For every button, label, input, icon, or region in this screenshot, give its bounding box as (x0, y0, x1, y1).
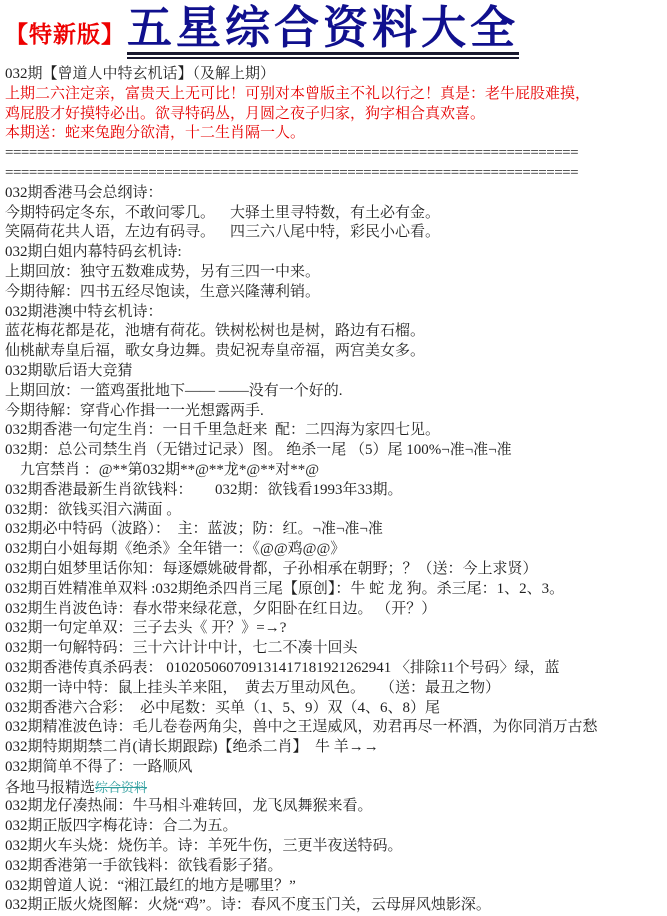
text-segment: 032期一句定单双：三子去头《 开？》=→? (5, 620, 287, 637)
info-line (5, 580, 667, 600)
text-segment: 032期香港第一手欲钱料：欲钱看影子猪。 (5, 857, 283, 874)
text-segment: 032期正版火烧图解：火烧“鸡”。诗：春风不度玉门关，云母屏风烛影深。 (5, 897, 491, 914)
info-line (5, 560, 667, 580)
info-line (5, 461, 667, 481)
text-segment: 仙桃献寿皇后福，歌女身边舞。贵妃祝寿皇帝福，两宫美女多。 (5, 343, 426, 360)
info-line (5, 718, 667, 738)
info-line (5, 896, 667, 916)
info-line (5, 619, 667, 639)
text-segment: ======================================================================== (5, 164, 579, 181)
text-segment: 九宫禁肖 ：@**第032期**@**龙*@**对**@ (5, 461, 320, 478)
text-segment: 综合资料 (95, 779, 148, 795)
info-line (5, 877, 667, 897)
text-segment: 032期港澳中特玄机诗： (5, 303, 163, 320)
text-segment: 032期精准波色诗：毛儿卷卷两角尖，兽中之王逞威风，劝君再尽一杯酒，为你同消万古愁 (5, 719, 598, 736)
separator-line (5, 164, 667, 184)
text-segment: 032期：总公司禁生肖（无错过记录）图。 绝杀一尾 （5）尾 100%¬准¬准¬准 (5, 442, 512, 459)
info-line (5, 837, 667, 857)
info-lines (5, 65, 667, 916)
info-line (5, 639, 667, 659)
info-line (5, 204, 667, 224)
text-segment: 上期回放：一篮鸡蛋批地下—— ——没有一个好的. (5, 382, 343, 399)
text-segment: 笑隔荷花共人语，左边有码寻。 四三六八尾中特，彩民小心看。 (5, 224, 441, 241)
text-segment: 032期香港传真杀码表： 010205060709131417181921262941 〈排除11个号码〉绿，蓝 (5, 659, 560, 676)
text-segment: 032期香港马会总纲诗： (5, 184, 163, 201)
text-segment: 032期歇后语大竞猜 (5, 362, 133, 379)
info-line (5, 124, 667, 144)
page-header (5, 2, 667, 62)
text-segment: 032期香港六合彩： 必中尾数：买单（1、5、9）双（4、6、8）尾 (5, 699, 441, 716)
text-segment: 032期白姐内幕特码玄机诗: (5, 244, 182, 261)
text-segment: 032期火车头烧：烧伤羊。诗：羊死牛伤，三更半夜送特码。 (5, 838, 403, 855)
text-segment: 蓝花梅花都是花，池塘有荷花。铁树松树也是树，路边有石榴。 (5, 323, 426, 340)
text-segment: 032期一句解特码：三十六计计中计，七二不凑十回头 (5, 640, 358, 657)
text-segment: 032期正版四字梅花诗：合二为五。 (5, 818, 238, 835)
info-line (5, 520, 667, 540)
info-line (5, 65, 667, 85)
info-line (5, 758, 667, 778)
text-segment: 032期香港最新生肖欲钱料： 032期：欲钱看1993年33期。 (5, 481, 403, 498)
text-segment: 032期：欲钱买泪六满面 。 (5, 501, 182, 518)
text-segment: 032期【曾道人中特玄机话】（及解上期） (5, 66, 276, 82)
text-segment: 032期一诗中特：鼠上挂头羊来阻， 黄去万里动风色。 （送：最丑之物） (5, 679, 501, 696)
text-segment: 032期龙仔凑热闹：牛马相斗难转回，龙飞凤舞猴来看。 (5, 798, 373, 815)
info-line (5, 501, 667, 521)
info-line (5, 263, 667, 283)
text-segment: 各地马报精选 (5, 779, 96, 796)
text-segment: 032期曾道人说：“湘江最红的地方是哪里？” (5, 877, 296, 894)
text-segment: 上期二六注定亲，富贵天上无可比！可别对本曾版主不礼以行之！真是：老牛屁股难摸， (5, 85, 591, 102)
info-line (5, 679, 667, 699)
page-title[interactable]: 五星综合资料大全 (127, 6, 519, 59)
info-line (5, 402, 667, 422)
text-segment: ======================================================================== (5, 145, 579, 162)
text-segment: 032期必中特码（波路）： 主：蓝波；防：红。¬准¬准¬准 (5, 521, 383, 538)
separator-line (5, 144, 667, 164)
info-line (5, 85, 667, 105)
info-line (5, 223, 667, 243)
text-segment: 032期香港一句定生肖：一日千里急赶来 配：二四海为家四七见。 (5, 422, 441, 439)
info-line (5, 362, 667, 382)
info-line (5, 857, 667, 877)
info-line (5, 184, 667, 204)
info-line (5, 243, 667, 263)
text-segment: 鸡屁股才好摸特必出。欲寻特码丛，月圆之夜子归家，狗字相合真欢喜。 (5, 105, 486, 122)
text-segment: 今期待解：穿背心作揖一一光想露两手. (5, 402, 264, 419)
text-segment: 032期白姐梦里话你知：每逐嫖姚破骨都，子孙相承在朝野；？（送：今上求贤） (5, 560, 538, 577)
regional-report-heading (5, 778, 667, 798)
info-line (5, 105, 667, 125)
info-line (5, 699, 667, 719)
edition-label: 【特新版】 (5, 21, 125, 47)
info-line (5, 600, 667, 620)
text-segment: 032期简单不得了：一路顺风 (5, 758, 193, 775)
text-segment: 上期回放：独守五数难成势，另有三四一中来。 (5, 263, 321, 280)
text-segment: 032期白小姐每期《绝杀》全年错一：《@@鸡@@》 (5, 541, 346, 558)
info-line (5, 283, 667, 303)
info-line (5, 817, 667, 837)
text-segment: 本期送：蛇来兔跑分欲清，十二生肖隔一人。 (5, 125, 306, 142)
info-line (5, 342, 667, 362)
text-segment: 032期生肖波色诗：春水带来绿花意，夕阳卧在红日边。 （开？） (5, 600, 437, 617)
info-line (5, 441, 667, 461)
text-segment: 032期特期期禁二肖(请长期跟踪)【绝杀二肖】 牛 羊→→ (5, 739, 379, 756)
info-line (5, 797, 667, 817)
info-line (5, 421, 667, 441)
text-segment: 今期待解：四书五经尽饱读，生意兴隆薄利销。 (5, 283, 321, 300)
info-line (5, 540, 667, 560)
info-line (5, 659, 667, 679)
info-line (5, 322, 667, 342)
info-line (5, 481, 667, 501)
info-line (5, 382, 667, 402)
info-line (5, 738, 667, 758)
text-segment: 032期百姓精准单双料 :032期绝杀四肖三尾【原创】：牛 蛇 龙 狗。杀三尾：1、2、3。 (5, 580, 565, 597)
text-segment: 今期特码定冬东，不敢问零几。 大驿土里寻特数，有土必有金。 (5, 204, 441, 221)
info-line (5, 303, 667, 323)
